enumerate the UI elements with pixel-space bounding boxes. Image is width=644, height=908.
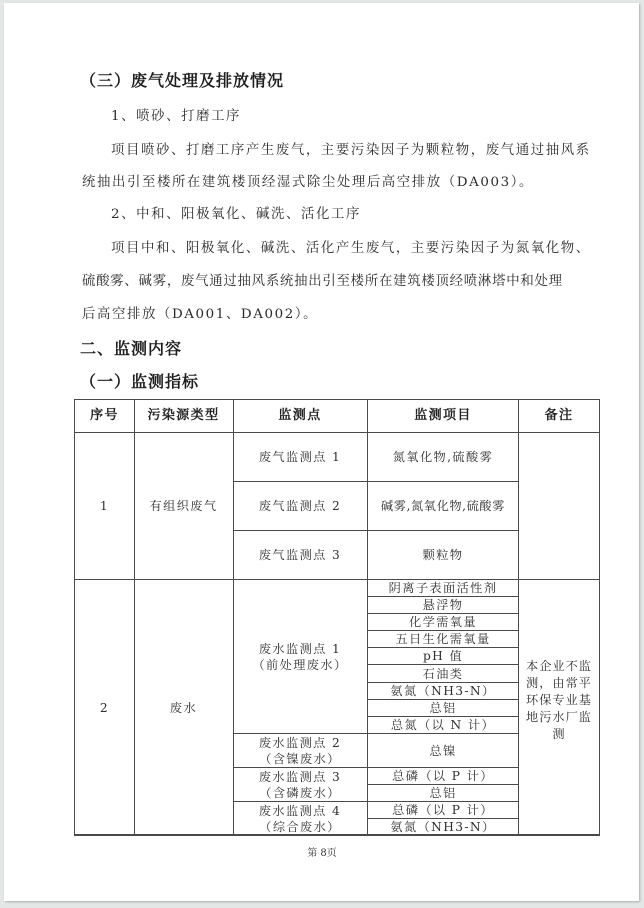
water-point-1-name: 废水监测点 1 xyxy=(258,641,342,656)
section-heading-waste-gas: （三）废气处理及排放情况 xyxy=(80,71,285,90)
header-source-type: 污染源类型 xyxy=(147,408,220,423)
water-point-4-desc: （综合废水） xyxy=(259,819,341,834)
water-item: 悬浮物 xyxy=(422,598,464,612)
water-item: 氨氮（NH3-N） xyxy=(390,684,496,698)
water-item: 阴离子表面活性剂 xyxy=(388,581,498,595)
water-item: 石油类 xyxy=(422,666,464,681)
water-point-4 xyxy=(233,802,367,835)
water-item: 总铝 xyxy=(429,701,457,715)
water-point-2 xyxy=(233,734,367,767)
gas-point-3: 废气监测点 3 xyxy=(258,548,342,562)
gas-point-2: 废气监测点 2 xyxy=(258,499,342,513)
item2-paragraph-line2: 硫酸雾、碱雾，废气通过抽风系统抽出引至楼所在建筑楼顶经喷淋塔中和处理 xyxy=(82,274,563,289)
water-item: 氨氮（NH3-N） xyxy=(390,819,496,834)
water-point-2-name: 废水监测点 2 xyxy=(258,735,342,750)
group2-serial-no: 2 xyxy=(99,700,110,715)
water-item: 总镍 xyxy=(429,743,457,758)
header-serial-no: 序号 xyxy=(90,408,119,423)
item2-title: 2、中和、阳极氧化、碱洗、活化工序 xyxy=(111,207,361,222)
group2-remarks xyxy=(519,620,599,780)
gas-point-3-items: 颗粒物 xyxy=(422,548,464,562)
water-point-4-name: 废水监测点 4 xyxy=(258,803,342,818)
item2-paragraph-line3: 后高空排放（DA001、DA002）。 xyxy=(82,307,319,322)
section-heading-monitoring: 二、监测内容 xyxy=(80,339,183,358)
item1-paragraph-line2: 统抽出引至楼所在建筑楼顶经湿式除尘处理后高空排放（DA003）。 xyxy=(82,175,535,190)
water-item: 总磷（以 P 计） xyxy=(392,803,494,817)
water-item: pH 值 xyxy=(422,649,464,663)
item2-paragraph-line1: 项目中和、阳极氧化、碱洗、活化产生废气，主要污染因子为氮氧化物、 xyxy=(111,241,591,256)
water-point-2-desc: （含镍废水） xyxy=(259,751,341,766)
item1-paragraph-line1: 项目喷砂、打磨工序产生废气，主要污染因子为颗粒物，废气通过抽风系 xyxy=(111,143,591,158)
item1-title: 1、喷砂、打磨工序 xyxy=(111,109,242,124)
gas-point-1: 废气监测点 1 xyxy=(258,450,342,464)
group1-source-type: 有组织废气 xyxy=(149,499,218,513)
header-monitoring-point: 监测点 xyxy=(278,408,322,423)
water-point-1 xyxy=(233,580,367,733)
header-remarks: 备注 xyxy=(544,408,574,423)
water-point-1-desc: （前处理废水） xyxy=(252,657,348,672)
water-point-3-desc: （含磷废水） xyxy=(259,785,341,800)
remarks-note: 本企业不监测，由常平环保专业基地污水厂监测 xyxy=(526,658,592,741)
water-item: 总铝 xyxy=(429,786,457,800)
gas-point-2-items: 碱雾,氮氧化物,硫酸雾 xyxy=(380,499,506,513)
water-item: 总磷（以 P 计） xyxy=(392,769,494,783)
water-item: 化学需氧量 xyxy=(409,615,477,629)
water-point-3-name: 废水监测点 3 xyxy=(258,769,342,784)
gas-point-1-items: 氮氧化物,硫酸雾 xyxy=(392,450,494,464)
group1-serial-no: 1 xyxy=(99,499,110,513)
water-item: 五日生化需氧量 xyxy=(395,632,491,646)
water-point-3 xyxy=(233,768,367,801)
subsection-heading-indicators: （一）监测指标 xyxy=(80,372,200,391)
page-number: 第 8页 xyxy=(307,848,337,859)
header-monitoring-item: 监测项目 xyxy=(414,408,472,423)
group2-source-type: 废水 xyxy=(169,700,198,715)
water-item: 总氮（以 N 计） xyxy=(390,718,496,732)
